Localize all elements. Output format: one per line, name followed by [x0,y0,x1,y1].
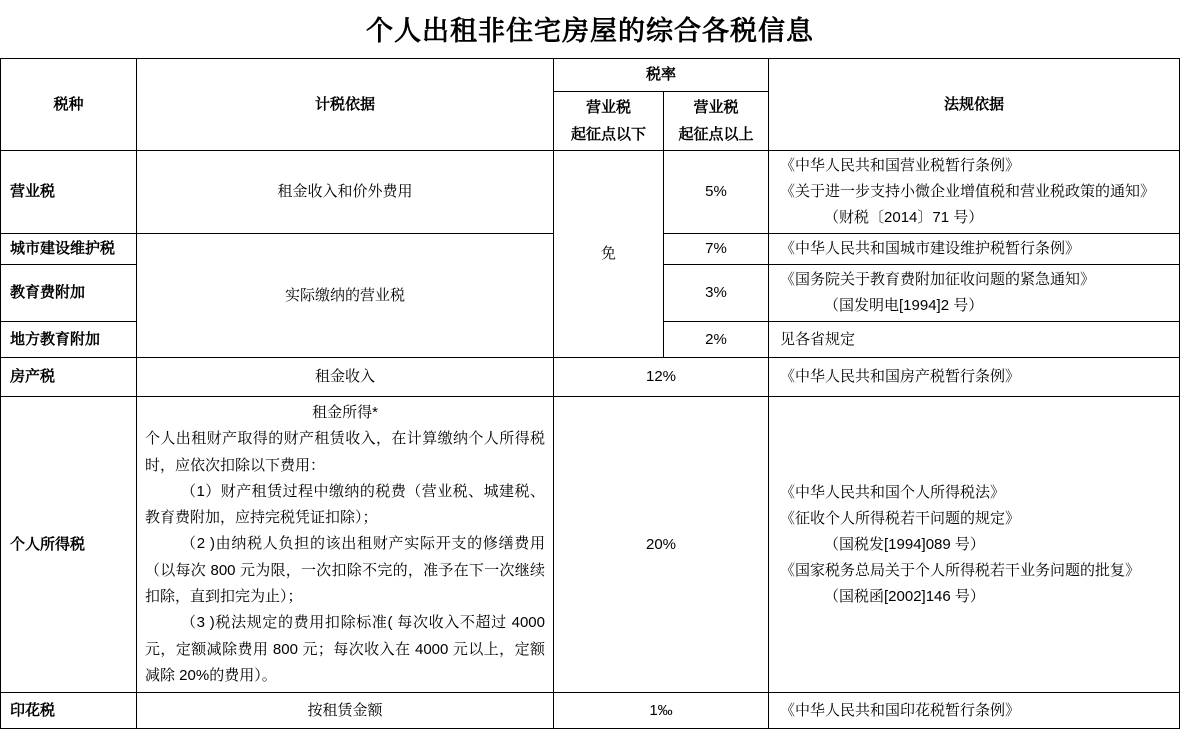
legal-basis-cell [769,151,1180,234]
shared-tax-basis-cell: 实际缴纳的营业税 [137,234,554,358]
rate-below-exempt-cell: 免 [554,151,664,358]
legal-basis-cell [769,322,1180,358]
row-stamp-tax [1,693,1180,729]
tax-name-cell: 城市建设维护税 [1,234,137,265]
row-business-tax [1,151,1180,234]
row-personal-income-tax [1,397,1180,693]
col-header-tax-type: 税种 [1,59,137,151]
legal-doc-number: （国税函[2002]146 号） [824,587,985,605]
legal-basis-cell [769,265,1180,322]
legal-line: 《中华人民共和国城市建设维护税暂行条例》 [780,240,1081,257]
tax-basis-cell: 按租赁金额 [137,693,554,729]
row-property-tax [1,358,1180,397]
tax-name-cell: 营业税 [1,151,137,234]
rate-above-cell: 3% [664,265,769,322]
basis-paragraph: （3 )税法规定的费用扣除标准( 每次收入不超过 4000 元，定额减除费用 800 元；每次收入在 4000 元以上，定额减除 20%的费用）。 [145,614,545,684]
col-header-rate-below-threshold [554,92,664,151]
legal-line: 《中华人民共和国营业税暂行条例》 [780,157,1021,174]
rate-cell: 12% [554,358,769,397]
tax-basis-cell: 租金收入 [137,358,554,397]
header-line: 营业税 [585,99,631,116]
basis-title: 租金所得* [312,404,378,421]
tax-name-cell: 个人所得税 [1,397,137,693]
rate-above-cell: 5% [664,151,769,234]
rate-cell: 1‰ [554,693,769,729]
legal-line: 《国务院关于教育费附加征收问题的紧急通知》 [780,271,1096,288]
basis-paragraph: 个人出租财产取得的财产租赁收入，在计算缴纳个人所得税时，应依次扣除以下费用： [145,430,545,474]
tax-name-cell: 地方教育附加 [1,322,137,358]
tax-name-cell: 印花税 [1,693,137,729]
legal-line: 《中华人民共和国房产税暂行条例》 [780,368,1021,385]
legal-basis-cell [769,397,1180,693]
basis-paragraph: （2 )由纳税人负担的该出租财产实际开支的修缮费用（以每次 800 元为限，一次扣除不完的，准予在下一次继续扣除，直到扣完为止）； [145,535,545,606]
rate-above-cell: 2% [664,322,769,358]
legal-line: 《中华人民共和国印花税暂行条例》 [780,701,1021,719]
legal-line: 《国家税务总局关于个人所得税若干业务问题的批复》 [780,561,1141,579]
basis-paragraph: （1）财产租赁过程中缴纳的税费（营业税、城建税、教育费附加，应持完税凭证扣除）； [145,482,545,527]
legal-basis-cell [769,693,1180,729]
tax-name-cell: 房产税 [1,358,137,397]
tax-basis-cell: 租金收入和价外费用 [137,151,554,234]
income-tax-basis-cell [137,397,554,693]
legal-doc-number: （财税〔2014〕71 号） [824,209,984,226]
legal-line: 《中华人民共和国个人所得税法》 [780,483,1006,501]
col-header-tax-rate: 税率 [554,59,769,92]
page-title: 个人出租非住宅房屋的综合各税信息 [366,16,814,46]
col-header-tax-basis: 计税依据 [137,59,554,151]
header-line: 起征点以上 [678,126,754,143]
header-line: 起征点以下 [570,126,646,143]
tax-info-table [0,58,1180,729]
legal-line: 见各省规定 [780,330,856,348]
header-row-1 [1,59,1180,92]
col-header-rate-above-threshold [664,92,769,151]
rate-cell: 20% [554,397,769,693]
rate-above-cell: 7% [664,234,769,265]
legal-basis-cell [769,234,1180,265]
legal-line: 《征收个人所得税若干问题的规定》 [780,509,1021,527]
tax-name-cell: 教育费附加 [1,265,137,322]
legal-basis-cell [769,358,1180,397]
legal-doc-number: （国税发[1994]089 号） [824,535,985,553]
legal-doc-number: （国发明电[1994]2 号） [824,297,984,314]
col-header-legal-basis: 法规依据 [769,59,1180,151]
legal-line: 《关于进一步支持小微企业增值税和营业税政策的通知》 [780,183,1156,200]
header-line: 营业税 [693,99,739,116]
